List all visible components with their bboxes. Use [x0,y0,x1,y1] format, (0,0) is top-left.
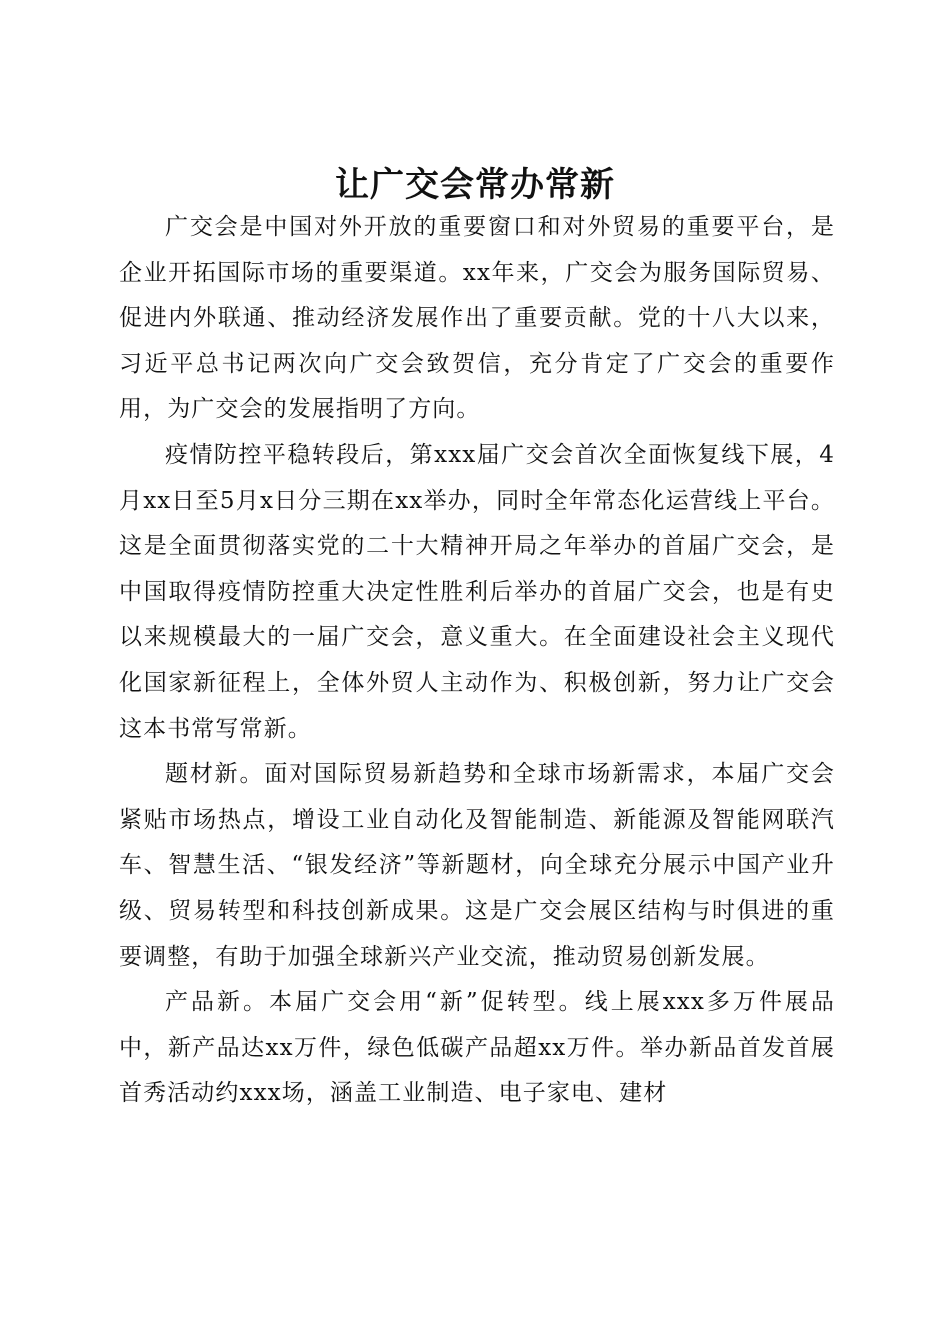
document-body [119,205,835,1117]
paragraph-new-themes: 题材新。面对国际贸易新趋势和全球市场新需求，本届广交会紧贴市场热点，增设工业自动化及智能制造、新能源及智能网联汽车、智慧生活、“银发经济”等新题材，向全球充分展示中国产业升级、贸易转型和科技创新成果。这是广交会展区结构与时俱进的重要调整，有助于加强全球新兴产业交流，推动贸易创新发展。 [119,761,835,970]
paragraph-background: 疫情防控平稳转段后，第xxx届广交会首次全面恢复线下展，4月xx日至5月x日分三期在xx举办，同时全年常态化运营线上平台。这是全面贯彻落实党的二十大精神开局之年举办的首届广交会，是中国取得疫情防控重大决定性胜利后举办的首届广交会，也是有史以来规模最大的一届广交会，意义重大。在全面建设社会主义现代化国家新征程上，全体外贸人主动作为、积极创新，努力让广交会这本书常写常新。 [119,441,835,742]
paragraph-intro: 广交会是中国对外开放的重要窗口和对外贸易的重要平台，是企业开拓国际市场的重要渠道。xx年来，广交会为服务国际贸易、促进内外联通、推动经济发展作出了重要贡献。党的十八大以来，习近平总书记两次向广交会致贺信，充分肯定了广交会的重要作用，为广交会的发展指明了方向。 [119,214,835,423]
paragraph-new-products: 产品新。本届广交会用“新”促转型。线上展xxx多万件展品中，新产品达xx万件，绿色低碳产品超xx万件。举办新品首发首展首秀活动约xxx场，涵盖工业制造、电子家电、建材 [119,989,835,1107]
document-title: 让广交会常办常新 [335,164,615,205]
